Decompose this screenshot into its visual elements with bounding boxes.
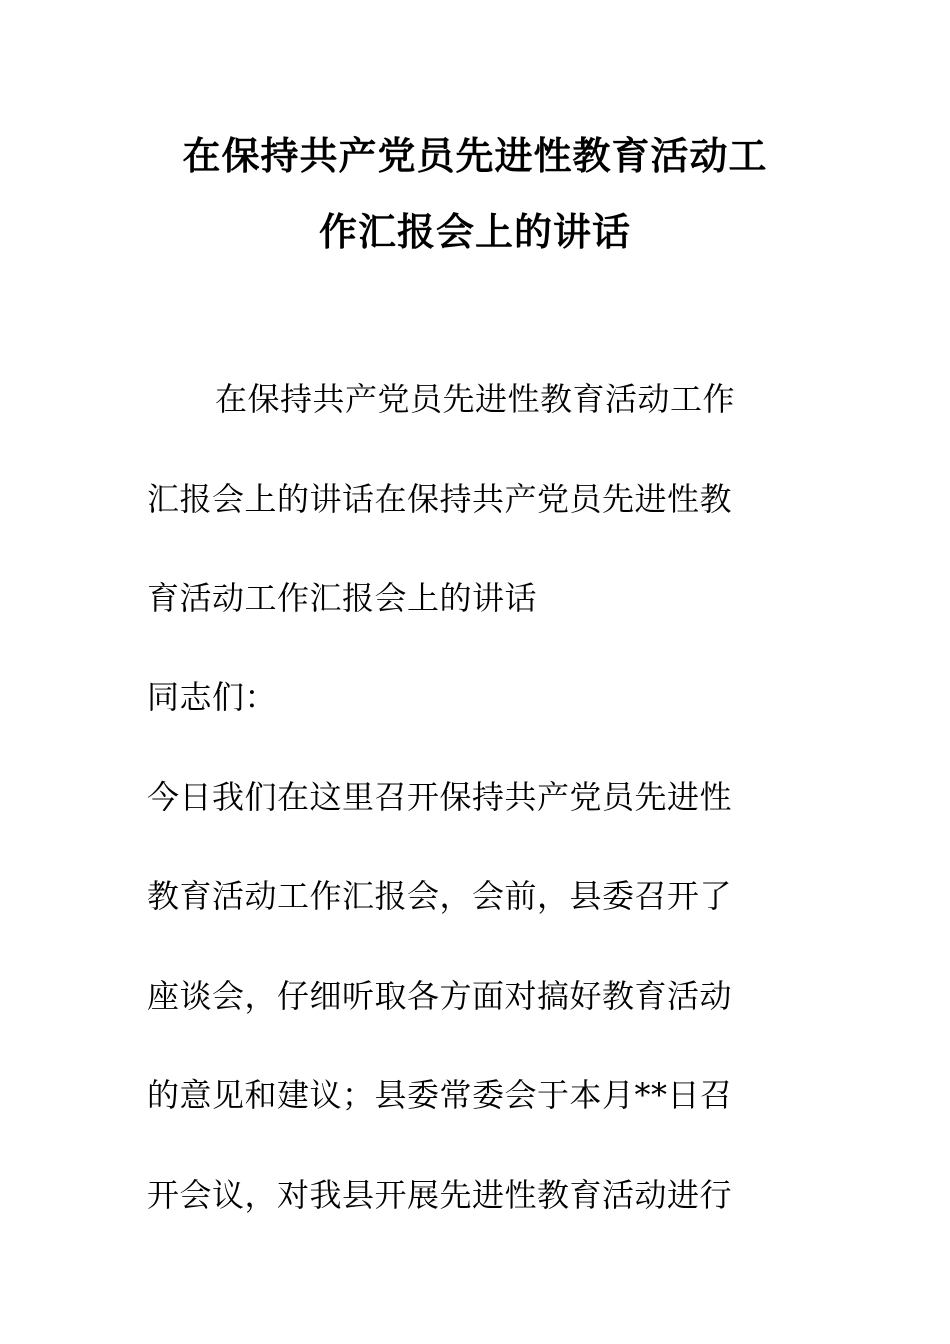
salutation: 同志们： [147, 678, 278, 716]
body-line-6: 教育活动工作汇报会，会前，县委召开了 [147, 877, 733, 915]
body-line-9: 开会议，对我县开展先进性教育活动进行 [147, 1176, 733, 1214]
body-line-8: 的意见和建议；县委常委会于本月**日召 [147, 1076, 733, 1114]
body-line-1: 在保持共产党员先进性教育活动工作 [215, 380, 736, 418]
body-line-3: 育活动工作汇报会上的讲话 [147, 579, 538, 617]
body-line-2: 汇报会上的讲话在保持共产党员先进性教 [147, 480, 733, 518]
body-line-5: 今日我们在这里召开保持共产党员先进性 [147, 778, 733, 816]
title-line-2: 作汇报会上的讲话 [318, 210, 631, 254]
body-line-7: 座谈会，仔细听取各方面对搞好教育活动 [147, 977, 733, 1015]
document-title [140, 118, 810, 270]
title-line-1: 在保持共产党员先进性教育活动工 [182, 134, 768, 178]
